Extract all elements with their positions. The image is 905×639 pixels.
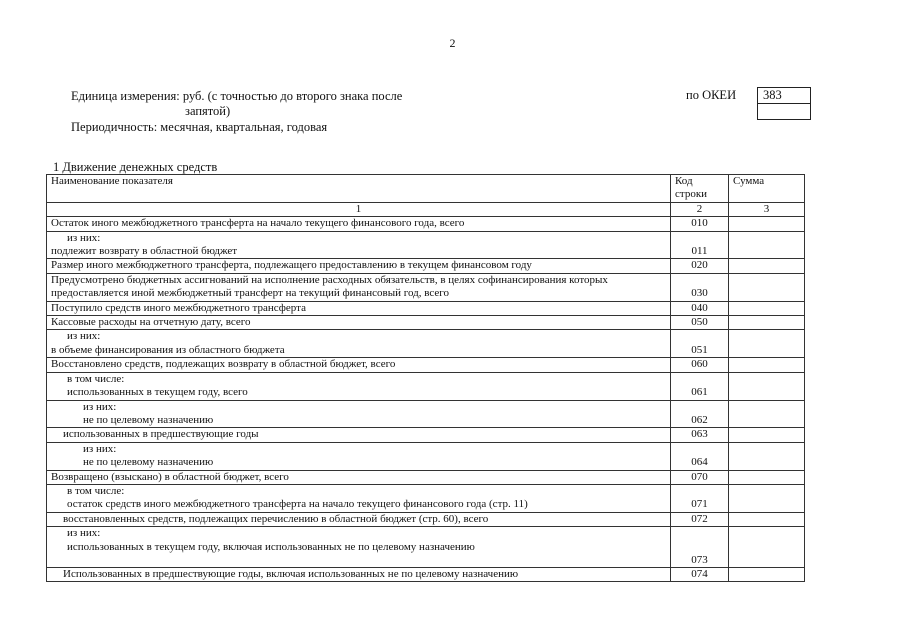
table-row <box>47 484 805 512</box>
row-code: 010 <box>671 217 729 231</box>
row-sum-cell[interactable] <box>729 231 805 259</box>
row-name <box>47 470 671 484</box>
table-row <box>47 231 805 259</box>
column-number-3: 3 <box>729 202 805 216</box>
row-name <box>47 400 671 428</box>
row-code: 072 <box>671 512 729 526</box>
row-sum-cell[interactable] <box>729 527 805 568</box>
cash-flow-table <box>46 174 805 582</box>
row-label: Использованных в предшествующие годы, включая использованных не по целевому назначению <box>63 567 519 580</box>
row-label-line2: предоставляется иной межбюджетный трансферт на текущий финансовый год, всего <box>51 287 450 300</box>
table-row <box>47 527 805 568</box>
okei-label: по ОКЕИ <box>686 88 737 102</box>
row-sum-cell[interactable] <box>729 372 805 400</box>
row-code: 051 <box>671 330 729 358</box>
row-subheading: из них: <box>67 330 101 343</box>
column-number-2: 2 <box>671 202 729 216</box>
row-code: 074 <box>671 567 729 581</box>
page-number: 2 <box>449 36 456 50</box>
table-row <box>47 400 805 428</box>
row-code: 073 <box>671 527 729 568</box>
row-code: 011 <box>671 231 729 259</box>
row-code: 070 <box>671 470 729 484</box>
row-code: 064 <box>671 442 729 470</box>
table-row <box>47 217 805 231</box>
row-name <box>47 217 671 231</box>
row-subheading: в том числе: <box>67 372 125 385</box>
table-row <box>47 301 805 315</box>
row-sum-cell[interactable] <box>729 428 805 442</box>
column-number-row <box>47 202 805 216</box>
row-name <box>47 512 671 526</box>
row-name <box>47 273 671 301</box>
unit-of-measure-line1: Единица измерения: руб. (с точностью до второго знака после <box>71 89 403 103</box>
table-header-row <box>47 175 805 203</box>
row-sum-cell[interactable] <box>729 484 805 512</box>
row-sum-cell[interactable] <box>729 358 805 372</box>
row-label-line1: Предусмотрено бюджетных ассигнований на исполнение расходных обязательств, в целях софинансирования которых <box>51 273 608 286</box>
table-row <box>47 358 805 372</box>
row-sum-cell[interactable] <box>729 512 805 526</box>
row-code: 061 <box>671 372 729 400</box>
row-name <box>47 330 671 358</box>
table-row <box>47 567 805 581</box>
row-subheading: из них: <box>67 527 101 540</box>
table-row <box>47 316 805 330</box>
header-sum: Сумма <box>729 175 805 203</box>
row-sum-cell[interactable] <box>729 330 805 358</box>
row-label: использованных в текущем году, всего <box>67 386 248 399</box>
row-sum-cell[interactable] <box>729 442 805 470</box>
row-name <box>47 484 671 512</box>
row-name <box>47 442 671 470</box>
row-code: 050 <box>671 316 729 330</box>
row-sum-cell[interactable] <box>729 273 805 301</box>
row-subheading: в том числе: <box>67 484 125 497</box>
row-label: Кассовые расходы на отчетную дату, всего <box>51 316 251 329</box>
okei-code-box <box>757 87 811 120</box>
table-row <box>47 330 805 358</box>
row-label: не по целевому назначению <box>83 413 214 426</box>
row-label: в объеме финансирования из областного бюджета <box>51 343 285 356</box>
row-label: не по целевому назначению <box>83 456 214 469</box>
row-label: восстановленных средств, подлежащих перечислению в областной бюджет (стр. 60), всего <box>63 512 489 525</box>
row-name <box>47 259 671 273</box>
row-label: Поступило средств иного межбюджетного трансферта <box>51 301 306 314</box>
row-name <box>47 231 671 259</box>
row-code: 060 <box>671 358 729 372</box>
row-label: Восстановлено средств, подлежащих возврату в областной бюджет, всего <box>51 358 396 371</box>
row-name <box>47 428 671 442</box>
header-name: Наименование показателя <box>47 175 671 203</box>
column-number-1: 1 <box>47 202 671 216</box>
periodicity: Периодичность: месячная, квартальная, годовая <box>71 120 328 134</box>
row-sum-cell[interactable] <box>729 470 805 484</box>
table-row <box>47 470 805 484</box>
okei-blank-cell <box>758 103 810 119</box>
table-row <box>47 372 805 400</box>
row-code: 063 <box>671 428 729 442</box>
row-label: использованных в текущем году, включая использованных не по целевому назначению <box>67 540 475 553</box>
row-name <box>47 358 671 372</box>
row-name <box>47 301 671 315</box>
row-label: использованных в предшествующие годы <box>63 428 259 441</box>
table-row <box>47 273 805 301</box>
row-subheading: из них: <box>67 231 101 244</box>
row-sum-cell[interactable] <box>729 301 805 315</box>
row-name <box>47 316 671 330</box>
table-row <box>47 428 805 442</box>
row-sum-cell[interactable] <box>729 316 805 330</box>
row-sum-cell[interactable] <box>729 259 805 273</box>
row-code: 040 <box>671 301 729 315</box>
row-label: остаток средств иного межбюджетного трансферта на начало текущего финансового года (стр. 11) <box>67 498 528 511</box>
row-label: Размер иного межбюджетного трансферта, подлежащего предоставлению в текущем финансовом году <box>51 259 532 272</box>
row-sum-cell[interactable] <box>729 217 805 231</box>
row-name <box>47 567 671 581</box>
section-title: 1 Движение денежных средств <box>53 160 218 174</box>
table-row <box>47 442 805 470</box>
table-row <box>47 512 805 526</box>
row-subheading: из них: <box>83 400 117 413</box>
row-code: 071 <box>671 484 729 512</box>
row-label: подлежит возврату в областной бюджет <box>51 245 238 258</box>
row-label: Возвращено (взыскано) в областной бюджет, всего <box>51 470 289 483</box>
row-name <box>47 372 671 400</box>
row-sum-cell[interactable] <box>729 567 805 581</box>
row-label: Остаток иного межбюджетного трансферта на начало текущего финансового года, всего <box>51 217 465 230</box>
row-spacer <box>51 554 666 567</box>
row-name <box>47 527 671 568</box>
row-subheading: из них: <box>83 442 117 455</box>
row-code: 020 <box>671 259 729 273</box>
header-code: Код строки <box>671 175 729 203</box>
row-code: 030 <box>671 273 729 301</box>
okei-code: 383 <box>763 88 782 102</box>
row-sum-cell[interactable] <box>729 400 805 428</box>
table-row <box>47 259 805 273</box>
unit-of-measure-line2: запятой) <box>185 104 231 118</box>
row-code: 062 <box>671 400 729 428</box>
